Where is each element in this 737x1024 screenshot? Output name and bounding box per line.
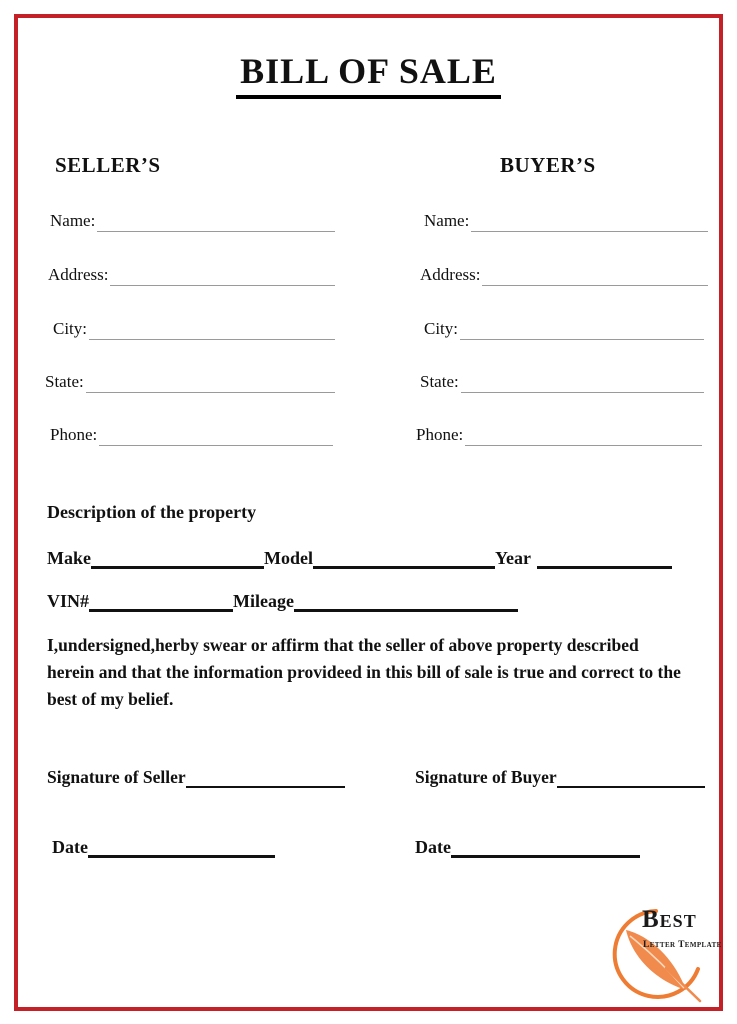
affirmation-text: I,undersigned,herby swear or affirm that the seller of above property described herein and that the information provideed in this bill of sale is true and correct to the best of my belief. — [47, 635, 681, 709]
seller-phone-blank-line — [99, 423, 333, 446]
buyer-signature-row — [415, 762, 705, 788]
seller-state-row — [45, 365, 335, 393]
seller-city-row — [53, 312, 335, 340]
buyer-name-label: Name: — [424, 211, 470, 230]
seller-signature-label: Signature of Seller — [47, 767, 186, 787]
buyer-heading: BUYER’S — [500, 153, 596, 177]
seller-signature-row — [47, 762, 345, 788]
buyer-phone-blank-line — [465, 423, 702, 446]
buyer-address-row — [420, 258, 708, 286]
logo-tagline-text: Letter Template — [643, 940, 722, 950]
buyer-state-label: State: — [420, 372, 459, 391]
seller-address-label: Address: — [48, 265, 109, 284]
seller-date-label: Date — [52, 837, 88, 857]
vin-label: VIN# — [47, 591, 90, 611]
model-label: Model — [264, 548, 313, 568]
buyer-date-label: Date — [415, 837, 451, 857]
seller-name-blank-line — [97, 209, 335, 232]
buyer-name-row — [424, 204, 708, 232]
brand-logo — [604, 896, 730, 1006]
buyer-city-label: City: — [424, 319, 459, 338]
vin-mileage-row — [47, 586, 518, 612]
seller-state-label: State: — [45, 372, 84, 391]
seller-address-blank-line — [110, 263, 335, 286]
year-blank-line — [537, 546, 672, 569]
buyer-signature-label: Signature of Buyer — [415, 767, 557, 787]
year-label: Year — [495, 548, 531, 568]
seller-signature-blank-line — [186, 766, 345, 788]
model-blank-line — [313, 546, 495, 569]
make-label: Make — [47, 548, 91, 568]
description-heading: Description of the property — [47, 502, 257, 522]
buyer-name-blank-line — [471, 209, 708, 232]
seller-phone-row — [50, 418, 333, 446]
make-model-year-row — [47, 543, 672, 569]
buyer-date-row — [415, 832, 640, 858]
buyer-address-label: Address: — [420, 265, 481, 284]
seller-address-row — [48, 258, 335, 286]
seller-state-blank-line — [86, 370, 335, 393]
document-title — [0, 50, 737, 99]
buyer-state-row — [420, 365, 704, 393]
seller-phone-label: Phone: — [50, 425, 98, 444]
make-blank-line — [91, 546, 264, 569]
seller-name-label: Name: — [50, 211, 96, 230]
seller-date-row — [52, 832, 275, 858]
mileage-label: Mileage — [233, 591, 294, 611]
document-title-text: BILL OF SALE — [236, 50, 501, 99]
buyer-phone-row — [416, 418, 702, 446]
buyer-date-blank-line — [451, 835, 640, 858]
seller-city-blank-line — [89, 317, 335, 340]
seller-city-label: City: — [53, 319, 88, 338]
buyer-city-blank-line — [460, 317, 704, 340]
logo-brand-text: Best — [642, 906, 697, 933]
buyer-city-row — [424, 312, 704, 340]
buyer-signature-blank-line — [557, 766, 705, 788]
buyer-phone-label: Phone: — [416, 425, 464, 444]
seller-date-blank-line — [88, 835, 275, 858]
seller-name-row — [50, 204, 335, 232]
mileage-blank-line — [294, 589, 518, 612]
buyer-state-blank-line — [461, 370, 704, 393]
buyer-address-blank-line — [482, 263, 708, 286]
vin-blank-line — [89, 589, 233, 612]
seller-heading: SELLER’S — [55, 153, 161, 177]
